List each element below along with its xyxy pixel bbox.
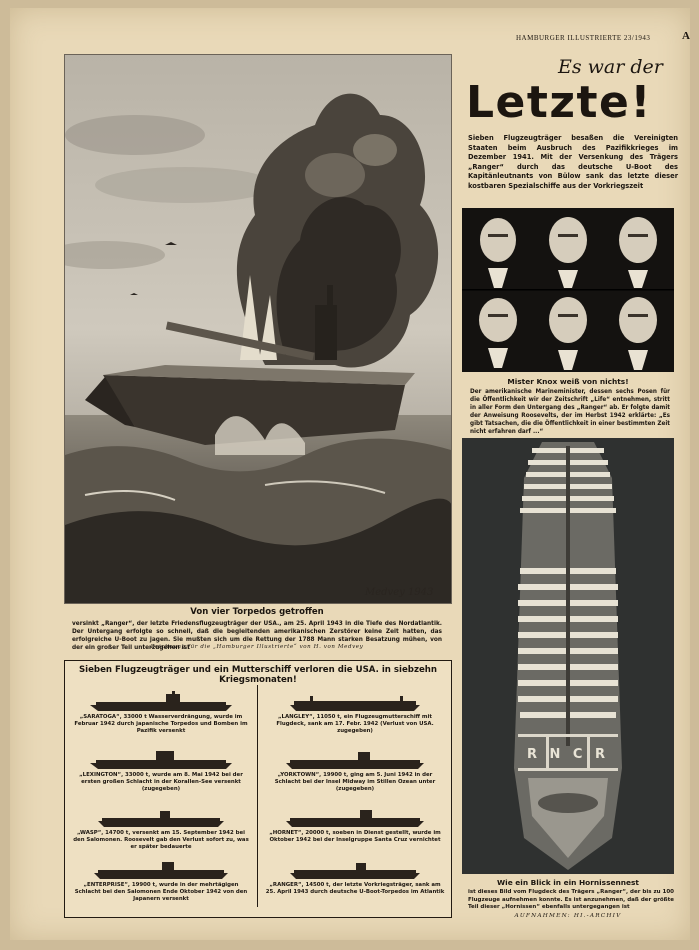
carrier-entry-text: „RANGER“, 14500 t, der letzte Vorkriegsträger, sank am 25. April 1943 durch deutsche U-Boot-Torpedos im Atlantik — [265, 882, 445, 895]
deck-marking-text: R N C R — [526, 747, 610, 762]
carrier-silhouette-icon — [280, 859, 430, 881]
deck-caption-title: Wie ein Blick in ein Hornissennest — [497, 878, 639, 887]
running-header: HAMBURGER ILLUSTRIERTE 23/1943 — [516, 34, 651, 42]
box-divider — [257, 685, 258, 907]
magazine-page — [10, 8, 690, 940]
portraits-caption-title: Mister Knox weiß von nichts! — [507, 377, 629, 386]
article-intro: Sieben Flugzeugträger besaßen die Vereinigten Staaten beim Ausbruch des Pazifikkrieges im Dezember 1941. Mit der Versenkung des Trägers „Ranger“ durch das deutsche U-Boot des Kapitänleutnants von Bülow sank das letzte dieser kostbaren Spezialschiffe aus der Vorkriegszeit — [468, 134, 678, 190]
carrier-entry-yorktown — [265, 749, 445, 793]
carrier-silhouette-icon — [86, 807, 236, 829]
carrier-silhouette-icon — [280, 807, 430, 829]
carrier-silhouette-icon — [86, 859, 236, 881]
flight-deck-photo — [462, 438, 674, 874]
carrier-entry-text: „LEXINGTON“, 33000 t, wurde am 8. Mai 1942 bei der ersten großen Schlacht in der Korallen-See versenkt (zugegeben) — [79, 772, 243, 792]
carrier-entry-wasp — [71, 807, 251, 851]
carriers-box-title: Sieben Flugzeugträger und ein Mutterschiff verloren die USA. in siebzehn Kriegsmonaten! — [78, 665, 438, 685]
carrier-entry-text: „ENTERPRISE“, 19900 t, wurde in der mehrtägigen Schlacht bei den Salomonen Ende Oktober 1942 von den Japanern versenkt — [74, 882, 248, 902]
portrait-photos — [462, 208, 674, 372]
article-kicker: Es war der — [558, 56, 663, 78]
painting-caption-title: Von vier Torpedos getroffen — [190, 607, 324, 617]
knox-portrait-grid — [462, 208, 674, 372]
page-letter: A — [682, 30, 690, 42]
carrier-entry-text: „YORKTOWN“, 19900 t, ging am 5. Juni 1942 in der Schlacht bei der Insel Midway im Stillen Ozean unter (zugegeben) — [274, 772, 436, 792]
portraits-caption-body: Der amerikanische Marineminister, dessen sechs Posen für die Öffentlichkeit wir der Zeitschrift „Life“ entnehmen, stritt in aller Form den Untergang des „Ranger“ ab. Er folgte damit der Anweisung Roosevelts, der im Herbst 1942 erklärte: „Es gibt Tatsachen, die die Öffentlichkeit in einer bestimmten Zeit nicht erfahren darf ...“ — [470, 389, 670, 435]
painting-credit: Zeichnung für die „Hamburger Illustrierte“ von H. von Medvey — [150, 644, 364, 650]
carrier-silhouette-icon — [280, 749, 430, 771]
carrier-entry-text: „LANGLEY“, 11050 t, ein Flugzeugmutterschiff mit Flugdeck, sank am 17. Febr. 1942 (Verlust von USA. zugegeben) — [276, 714, 434, 734]
carrier-entry-text: „WASP“, 14700 t, versenkt am 15. September 1942 bei den Salomonen. Roosevelt gab den Verlust sofort zu, was er später bedauerte — [73, 830, 249, 850]
painting-caption-body: versinkt „Ranger“, der letzte Friedensflugzeugträger der USA., am 25. April 1943 in die Tiefe des Nordatlantik. Der Untergang erfolgte so schnell, daß die begleitenden amerikanischen Zerstörer keine Zeit hatten, das erfolgreiche U-Boot zu jagen. Sie mußten sich um die Rettung der 1788 Mann starken Besatzung mühen, von der ein großer Teil unterzugehen ist — [72, 621, 442, 651]
painting-illustration — [65, 55, 451, 603]
deck-caption-body: ist dieses Bild vom Flugdeck des Trägers „Ranger“, der bis zu 100 Flugzeuge aufnehmen konnte. Es ist anzunehmen, daß der größte Teil dieser „Hornissen“ ebenfalls untergegangen ist — [468, 889, 674, 911]
photo-credit: AUFNAHMEN: HI.-ARCHIV — [514, 913, 622, 919]
carrier-entry-hornet — [265, 807, 445, 844]
carrier-entry-enterprise — [71, 859, 251, 903]
carrier-silhouette-icon — [280, 691, 430, 713]
carrier-entry-text: „SARATOGA“, 33000 t Wasserverdrängung, wurde im Februar 1942 durch japanische Torpedos und Bomben im Pazifik versenkt — [74, 714, 248, 734]
carrier-entry-lexington — [71, 749, 251, 793]
painter-signature: Medvey 1943 — [365, 587, 434, 598]
aerial-carrier-photo — [462, 438, 674, 874]
carrier-entry-saratoga — [71, 691, 251, 735]
carrier-entry-text: „HORNET“, 20000 t, soeben in Dienst gestellt, wurde im Oktober 1942 bei der Inselgruppe Santa Cruz vernichtet — [269, 830, 441, 843]
carrier-silhouette-icon — [86, 749, 236, 771]
carrier-entry-langley — [265, 691, 445, 735]
carrier-entry-ranger — [265, 859, 445, 896]
carriers-lost-box — [64, 660, 452, 918]
carrier-silhouette-icon — [86, 691, 236, 713]
sinking-carrier-painting — [64, 54, 452, 604]
article-headline: Letzte! — [466, 77, 652, 128]
